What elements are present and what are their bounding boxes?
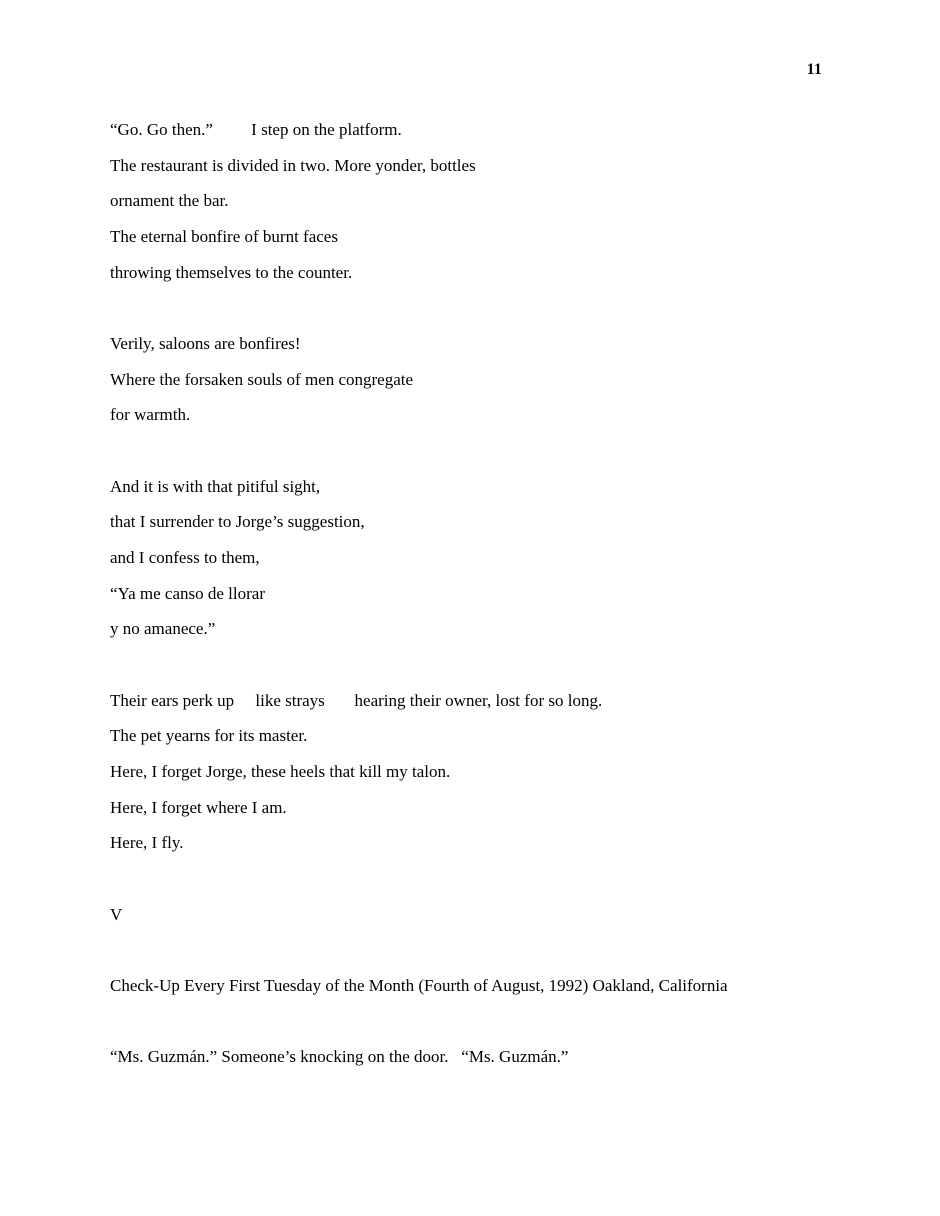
poem-line: “Ms. Guzmán.” Someone’s knocking on the door. “Ms. Guzmán.” [110, 1047, 569, 1067]
section-marker: V [110, 904, 123, 924]
stanza-5 [110, 1039, 850, 1075]
poem-line: “Go. Go then.” I step on the platform. [110, 120, 402, 139]
section-marker-block [110, 897, 850, 933]
poem-line: Verily, saloons are bonfires! [110, 334, 301, 354]
poem-line: Here, I fly. [110, 833, 184, 853]
section-heading: Check-Up Every First Tuesday of the Month (Fourth of August, 1992) Oakland, California [110, 975, 728, 995]
stanza-4 [110, 683, 850, 862]
stanza-1 [110, 112, 850, 291]
page-header [110, 59, 822, 81]
stanza-2 [110, 326, 850, 433]
poem-line: Here, I forget Jorge, these heels that kill my talon. [110, 762, 451, 782]
poem-line: The restaurant is divided in two. More yonder, bottles [110, 155, 476, 175]
poem-line: “Ya me canso de llorar [110, 583, 266, 603]
poem-line: Here, I forget where I am. [110, 797, 287, 817]
poem-line: y no amanece.” [110, 619, 216, 639]
section-heading-block [110, 968, 850, 1004]
poem-body [110, 112, 850, 1075]
poem-line: Their ears perk up like strays hearing their owner, lost for so long. [110, 690, 603, 710]
poem-line: The pet yearns for its master. [110, 726, 308, 746]
poem-line: that I surrender to Jorge’s suggestion, [110, 512, 365, 532]
poem-line: ornament the bar. [110, 191, 229, 211]
poem-line: throwing themselves to the counter. [110, 262, 353, 282]
poem-line: and I confess to them, [110, 548, 260, 568]
stanza-3 [110, 469, 850, 648]
poem-line: The eternal bonfire of burnt faces [110, 227, 338, 247]
page-number: 11 [806, 61, 822, 78]
poem-line: And it is with that pitiful sight, [110, 476, 321, 496]
poem-line: Where the forsaken souls of men congregate [110, 369, 414, 389]
poem-line: for warmth. [110, 405, 191, 425]
